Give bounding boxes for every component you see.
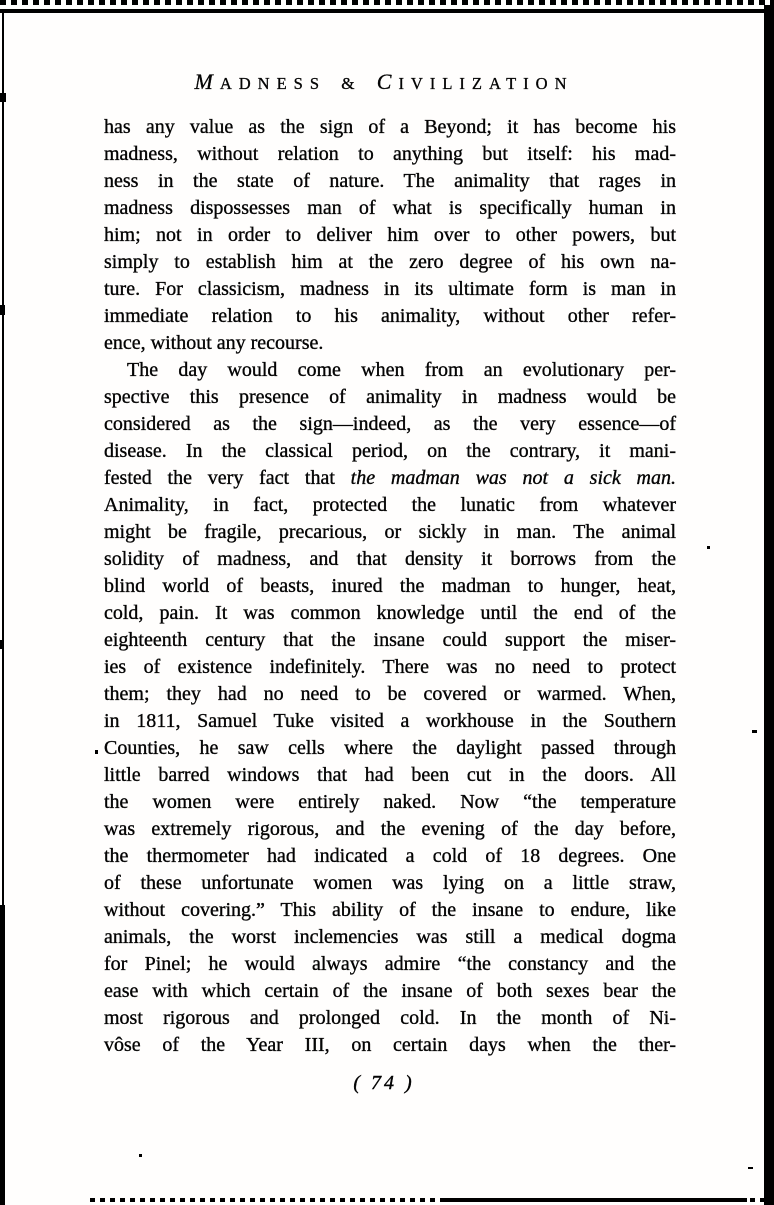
- scan-speckle: [95, 750, 98, 754]
- text-line: fested the very fact that the madman was not a sick man.: [104, 467, 676, 489]
- scan-edge-left-bar: [0, 905, 5, 1205]
- scan-edge-left-rule: [2, 10, 4, 910]
- text-line: Counties, he saw cells where the daylight passed through: [104, 737, 676, 759]
- scan-edge-bottom-rule: [445, 1198, 747, 1202]
- scan-speckle: [0, 305, 5, 315]
- text-line: spective this presence of animality in madness would be: [104, 386, 676, 408]
- text-line: the thermometer had indicated a cold of 18 degrees. One: [104, 845, 676, 867]
- scan-speckle: [707, 546, 710, 549]
- text-line: cold, pain. It was common knowledge until the end of the: [104, 602, 676, 624]
- text-line: of these unfortunate women was lying on a little straw,: [104, 872, 676, 894]
- scan-speckle: [0, 640, 4, 649]
- text-line: vôse of the Year III, on certain days when the ther-: [104, 1034, 676, 1056]
- text-line: might be fragile, precarious, or sickly in man. The animal: [104, 521, 676, 543]
- text-line: has any value as the sign of a Beyond; it has become his: [104, 116, 676, 138]
- scan-edge-top-rule: [0, 9, 774, 13]
- header-segment: C: [376, 69, 399, 94]
- text-line: Animality, in fact, protected the lunatic from whatever: [104, 494, 676, 516]
- scan-edge-right-bar: [764, 5, 774, 1205]
- text-line: considered as the sign—indeed, as the very essence—of: [104, 413, 676, 435]
- text-line: disease. In the classical period, on the contrary, it mani-: [104, 440, 676, 462]
- scan-speckle: [752, 730, 757, 733]
- header-segment: IVILIZATION: [398, 74, 574, 93]
- text-block: [104, 114, 676, 1059]
- text-line: was extremely rigorous, and the evening of the day before,: [104, 818, 676, 840]
- page-number: ( 74 ): [353, 1072, 415, 1094]
- text-line: for Pinel; he would always admire “the constancy and the: [104, 953, 676, 975]
- text-line: little barred windows that had been cut in the doors. All: [104, 764, 676, 786]
- text-line: madness, without relation to anything but itself: his mad-: [104, 143, 676, 165]
- text-line: in 1811, Samuel Tuke visited a workhouse in the Southern: [104, 710, 676, 732]
- header-segment: M: [194, 69, 220, 94]
- book-header-title: [0, 69, 768, 95]
- header-segment: ADNESS: [219, 74, 327, 93]
- text-line: solidity of madness, and that density it borrows from the: [104, 548, 676, 570]
- text-line: madness dispossesses man of what is specifically human in: [104, 197, 676, 219]
- text-line: eighteenth century that the insane could support the miser-: [104, 629, 676, 651]
- text-line: blind world of beasts, inured the madman to hunger, heat,: [104, 575, 676, 597]
- text-line: them; they had no need to be covered or warmed. When,: [104, 683, 676, 705]
- text-line: The day would come when from an evolutionary per-: [127, 359, 676, 381]
- text-line: ies of existence indefinitely. There was no need to protect: [104, 656, 676, 678]
- scan-speckle: [748, 1167, 753, 1169]
- scan-speckle: [139, 1154, 142, 1157]
- text-line: immediate relation to his animality, without other refer-: [104, 305, 676, 327]
- text-line: ness in the state of nature. The animality that rages in: [104, 170, 676, 192]
- text-line: animals, the worst inclemencies was still a medical dogma: [104, 926, 676, 948]
- text-line: ence, without any recourse.: [104, 332, 324, 354]
- text-line: without covering.” This ability of the insane to endure, like: [104, 899, 676, 921]
- text-line: ease with which certain of the insane of both sexes bear the: [104, 980, 676, 1002]
- scan-edge-top-dotted: [0, 0, 774, 5]
- text-line: ture. For classicism, madness in its ultimate form is man in: [104, 278, 676, 300]
- text-line: most rigorous and prolonged cold. In the month of Ni-: [104, 1007, 676, 1029]
- header-segment: &: [326, 74, 377, 93]
- text-line: simply to establish him at the zero degree of his own na-: [104, 251, 676, 273]
- text-line: the women were entirely naked. Now “the temperature: [104, 791, 676, 813]
- text-line: him; not in order to deliver him over to other powers, but: [104, 224, 676, 246]
